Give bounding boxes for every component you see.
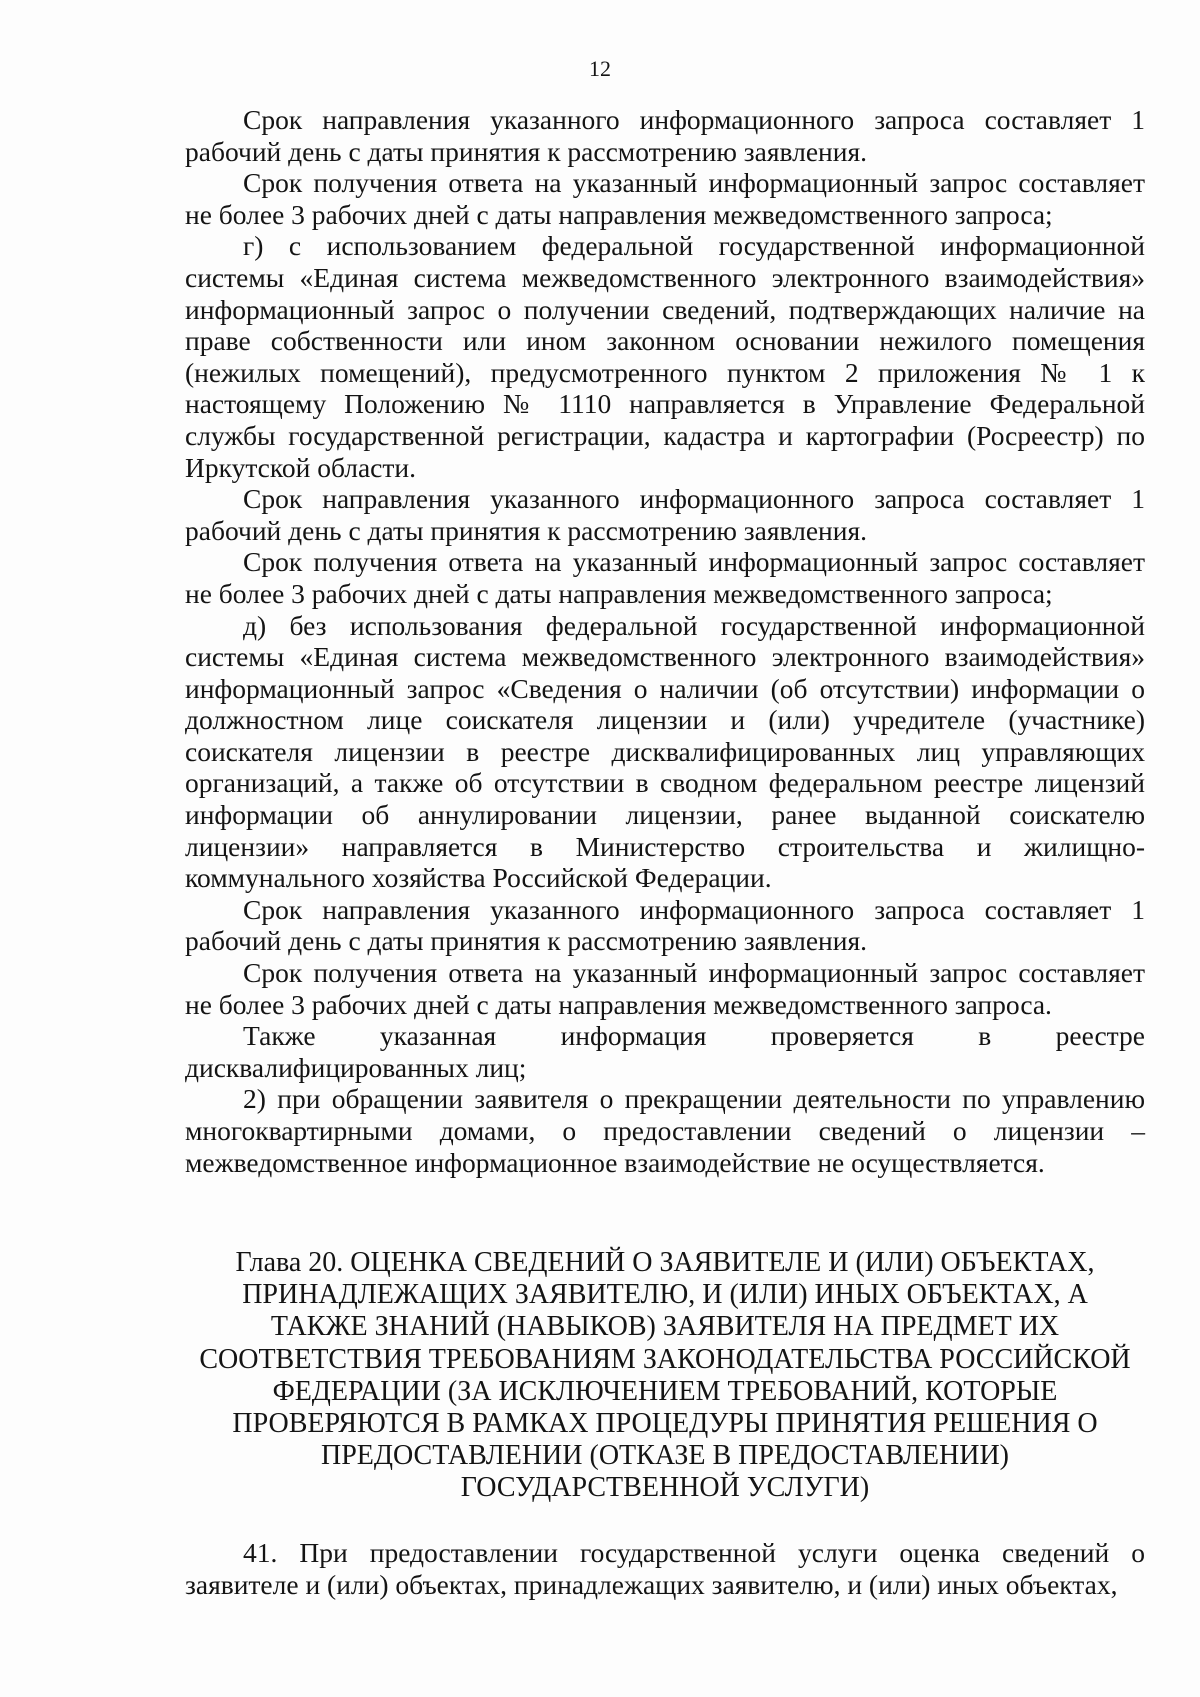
chapter-title-line: ТАКЖЕ ЗНАНИЙ (НАВЫКОВ) ЗАЯВИТЕЛЯ НА ПРЕДМЕТ ИХ [270, 1311, 1060, 1343]
chapter-title-line: ПРЕДОСТАВЛЕНИИ (ОТКАЗЕ В ПРЕДОСТАВЛЕНИИ) [320, 1440, 1010, 1472]
paragraph: Срок получения ответа на указанный информационный запрос составляет не более 3 рабочих дней с даты направления межведомственного запроса; [185, 546, 1145, 609]
paragraph: Также указанная информация проверяется в реестре дисквалифицированных лиц; [185, 1020, 1145, 1083]
chapter-title-line: ПРИНАДЛЕЖАЩИХ ЗАЯВИТЕЛЮ, И (ИЛИ) ИНЫХ ОБЪЕКТАХ, А [242, 1279, 1088, 1311]
tail-text [185, 1537, 1145, 1600]
chapter-title-line: ФЕДЕРАЦИИ (ЗА ИСКЛЮЧЕНИЕМ ТРЕБОВАНИЙ, КОТОРЫЕ [272, 1375, 1058, 1407]
chapter-title-line: ГОСУДАРСТВЕННОЙ УСЛУГИ) [460, 1472, 870, 1504]
chapter-title-line: Глава 20. ОЦЕНКА СВЕДЕНИЙ О ЗАЯВИТЕЛЕ И (ИЛИ) ОБЪЕКТАХ, [235, 1247, 1095, 1278]
paragraph: д) без использования федеральной государственной информационной системы «Единая система межведомственного электронного взаимодействия» информационный запрос «Сведения о наличии (об отсутствии) информации о должностном лице соискателя лицензии и (или) учредителе (участнике) соискателя лицензии в реестре дисквалифицированных лиц управляющих организаций, а также об отсутствии в сводном федеральном реестре лицензий информации об аннулировании лицензии, ранее выданной соискателю лицензии» направляется в Министерство строительства и жилищно-коммунального хозяйства Российской Федерации. [185, 609, 1145, 894]
paragraph: Срок направления указанного информационного запроса составляет 1 рабочий день с даты принятия к рассмотрению заявления. [185, 104, 1145, 167]
paragraph-41: 41. При предоставлении государственной услуги оценка сведений о заявителе и (или) объектах, принадлежащих заявителю, и (или) иных объектах, [185, 1537, 1145, 1600]
page-number: 12 [589, 56, 611, 81]
paragraph: 2) при обращении заявителя о прекращении деятельности по управлению многоквартирными домами, о предоставлении сведений о лицензии – межведомственное информационное взаимодействие не осуществляется. [185, 1083, 1145, 1178]
paragraph: Срок направления указанного информационного запроса составляет 1 рабочий день с даты принятия к рассмотрению заявления. [185, 893, 1145, 957]
paragraph: Срок получения ответа на указанный информационный запрос составляет не более 3 рабочих дней с даты направления межведомственного запроса. [185, 957, 1145, 1020]
chapter-title [185, 1247, 1145, 1505]
paragraph: г) с использованием федеральной государственной информационной системы «Единая система межведомственного электронного взаимодействия» информационный запрос о получении сведений, подтверждающих наличие на праве собственности или ином законном основании нежилого помещения (нежилых помещений), предусмотренного пунктом 2 приложения № 1 к настоящему Положению № 1110 направляется в Управление Федеральной службы государственной регистрации, кадастра и картографии (Росреестр) по Иркутской области. [185, 230, 1145, 483]
paragraph: Срок направления указанного информационного запроса составляет 1 рабочий день с даты принятия к рассмотрению заявления. [185, 483, 1145, 546]
paragraph: Срок получения ответа на указанный информационный запрос составляет не более 3 рабочих дней с даты направления межведомственного запроса; [185, 167, 1145, 230]
chapter-title-line: ПРОВЕРЯЮТСЯ В РАМКАХ ПРОЦЕДУРЫ ПРИНЯТИЯ РЕШЕНИЯ О [232, 1408, 1098, 1440]
body-text [185, 104, 1145, 1178]
chapter-title-line: СООТВЕТСТВИЯ ТРЕБОВАНИЯМ ЗАКОНОДАТЕЛЬСТВА РОССИЙСКОЙ [199, 1343, 1131, 1375]
